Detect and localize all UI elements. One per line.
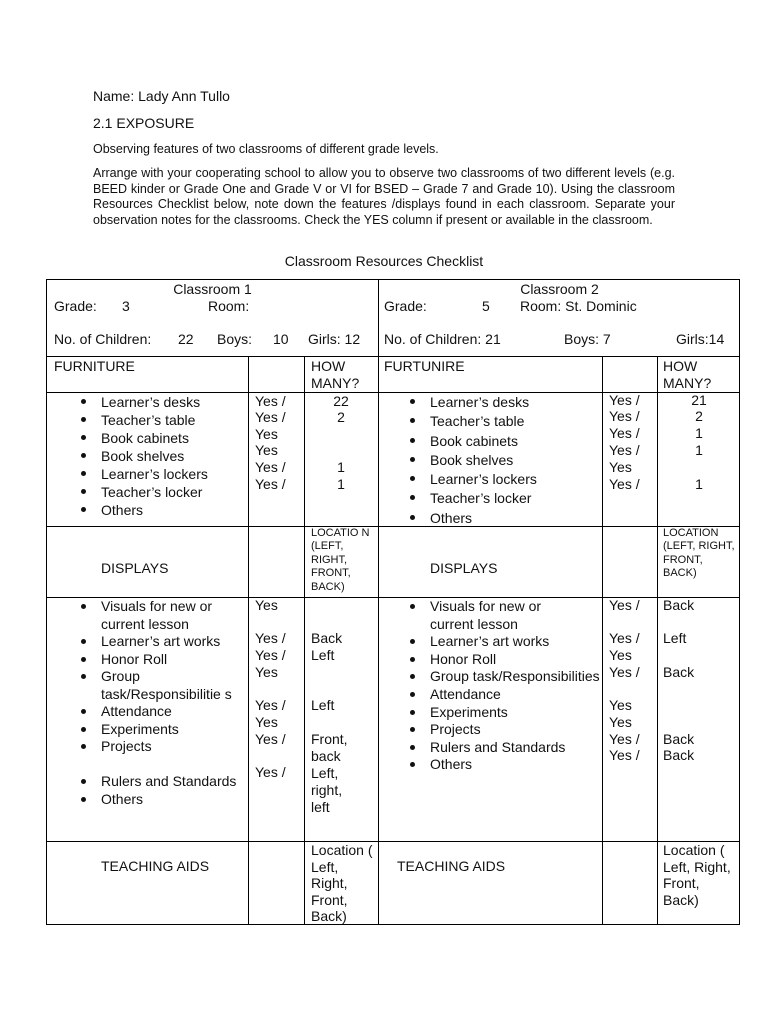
classroom2-teaching-aids-label: TEACHING AIDS (397, 858, 506, 874)
yes-mark: Yes (255, 597, 278, 613)
classroom1-grade-value: 3 (122, 298, 130, 314)
list-item: Teacher’s locker (430, 489, 600, 508)
list-item: Learner’s desks (430, 393, 600, 412)
list-item: Book shelves (430, 451, 600, 470)
yes-mark: Yes / (255, 647, 286, 663)
section-title: 2.1 EXPOSURE (93, 115, 195, 131)
location-value: Left (311, 647, 335, 663)
yes-mark: Yes / (255, 764, 286, 780)
classroom2-teaching-location-label: Location ( Left, Right, Front, Back) (663, 842, 731, 908)
classroom2-children: No. of Children: 21 (384, 331, 501, 347)
classroom1-boys-value: 10 (273, 331, 289, 347)
classroom1-boys-label: Boys: (217, 331, 253, 347)
location-value: Back (663, 664, 695, 680)
yes-mark: Yes / (255, 630, 286, 646)
classroom1-how-many-label: HOW MANY? (311, 358, 360, 391)
location-value: Left (663, 630, 687, 646)
column-divider (602, 356, 603, 924)
classroom2-grade-label: Grade: (384, 298, 427, 314)
list-item: Experiments (430, 704, 600, 722)
list-item: Others (101, 791, 246, 809)
classroom1-children-value: 22 (178, 331, 194, 347)
row-divider (47, 356, 739, 357)
classroom1-teaching-location-label: Location ( Left, Right, Front, Back) (311, 842, 373, 925)
list-item: Teacher’s table (430, 412, 600, 431)
classroom1-displays-label: DISPLAYS (101, 560, 169, 576)
classroom1-displays-list (101, 598, 246, 808)
location-value: Left, right, left (311, 765, 343, 815)
list-item: Book shelves (101, 447, 246, 465)
yes-mark: Yes (609, 647, 632, 663)
classroom2-heading: Classroom 2 (520, 281, 599, 297)
count-value: 1 (695, 476, 703, 492)
list-item: Experiments (101, 721, 246, 739)
classroom1-teaching-aids-label: TEACHING AIDS (101, 858, 210, 874)
count-value: 22 (333, 393, 349, 409)
list-item: Book cabinets (430, 432, 600, 451)
yes-mark: Yes / (255, 731, 286, 747)
count-value: 1 (695, 425, 703, 441)
checklist-table (46, 279, 740, 925)
list-item: Others (430, 756, 600, 774)
column-divider (304, 356, 305, 924)
list-item: Visuals for new or current lesson (101, 598, 246, 633)
instructions-paragraph: Arrange with your cooperating school to allow you to observe two classrooms of two different levels (e.g. BEED kinder or Grade One and Grade V or VI for BSED – Grade 7 and Grade 10). Using the classroom Resources Checklist below, note down the features /displays found in each classroom. Separate your observation notes for the classrooms. Check the YES column if present or available in the classroom. (93, 166, 675, 227)
list-item: Attendance (101, 703, 246, 721)
intro-text: Observing features of two classrooms of different grade levels. (93, 142, 439, 156)
list-item: Others (101, 501, 246, 519)
yes-mark: Yes (609, 697, 632, 713)
list-item: Book cabinets (101, 429, 246, 447)
count-value: 21 (691, 392, 707, 408)
yes-mark: Yes (609, 459, 632, 475)
list-item: Learner’s lockers (101, 465, 246, 483)
classroom1-furniture-list (101, 393, 246, 519)
classroom2-boys: Boys: 7 (564, 331, 611, 347)
classroom1-furniture-label: FURNITURE (54, 358, 135, 374)
list-item: Rulers and Standards (101, 773, 246, 791)
column-divider (248, 356, 249, 924)
location-value: Front, back (311, 731, 348, 764)
yes-mark: Yes (255, 442, 278, 458)
location-value: Back (663, 731, 695, 747)
list-item: Attendance (430, 686, 600, 704)
location-value: Back (311, 630, 343, 646)
list-item: Teacher’s table (101, 411, 246, 429)
list-item: Rulers and Standards (430, 739, 600, 757)
yes-mark: Yes / (609, 442, 640, 458)
column-divider (378, 280, 379, 924)
yes-mark: Yes / (609, 425, 640, 441)
list-item: Learner’s lockers (430, 470, 600, 489)
classroom2-grade-value: 5 (482, 298, 490, 314)
classroom2-furniture-label: FURTUNIRE (384, 358, 465, 374)
yes-mark: Yes / (609, 731, 640, 747)
count-value: 1 (337, 459, 345, 475)
yes-mark: Yes / (255, 459, 286, 475)
count-value: 2 (337, 409, 345, 425)
list-item: Group task/Responsibilities (430, 668, 600, 685)
yes-mark: Yes / (609, 597, 640, 613)
count-value: 1 (695, 442, 703, 458)
list-item: Learner’s desks (101, 393, 246, 411)
yes-mark: Yes / (609, 747, 640, 763)
yes-mark: Yes / (609, 392, 640, 408)
yes-mark: Yes / (255, 476, 286, 492)
list-item: Learner’s art works (101, 633, 246, 651)
list-item: Projects (430, 721, 600, 739)
checklist-title: Classroom Resources Checklist (284, 253, 484, 269)
classroom1-grade-label: Grade: (54, 298, 97, 314)
row-divider (47, 526, 739, 527)
classroom1-children-label: No. of Children: (54, 331, 152, 347)
count-value: 2 (695, 408, 703, 424)
yes-mark: Yes (609, 714, 632, 730)
classroom2-how-many-label: HOW MANY? (663, 358, 712, 391)
yes-mark: Yes / (609, 476, 640, 492)
list-item: Group task/Responsibilitie s (101, 668, 246, 703)
classroom2-girls: Girls:14 (676, 331, 725, 347)
yes-mark: Yes / (609, 630, 640, 646)
classroom1-room-label: Room: (208, 298, 250, 314)
classroom1-girls: Girls: 12 (308, 331, 361, 347)
list-item: Visuals for new or current lesson (430, 598, 570, 633)
location-value: Back (663, 597, 695, 613)
classroom2-displays-label: DISPLAYS (430, 560, 498, 576)
classroom2-displays-list (430, 598, 600, 774)
list-item: Learner’s art works (430, 633, 600, 651)
count-value: 1 (337, 476, 345, 492)
classroom1-location-label: LOCATIO N (LEFT, RIGHT, FRONT, BACK) (311, 527, 370, 593)
row-divider (47, 841, 739, 842)
yes-mark: Yes / (609, 408, 640, 424)
list-item: Teacher’s locker (101, 483, 246, 501)
classroom2-location-label: LOCATION (LEFT, RIGHT, FRONT, BACK) (663, 527, 735, 580)
classroom2-furniture-list (430, 393, 600, 528)
yes-mark: Yes (255, 664, 278, 680)
student-name: Name: Lady Ann Tullo (93, 88, 230, 104)
classroom2-room: Room: St. Dominic (520, 298, 637, 314)
location-value: Left (311, 697, 335, 713)
yes-mark: Yes (255, 714, 278, 730)
list-item: Projects (101, 738, 246, 756)
yes-mark: Yes / (609, 664, 640, 680)
yes-mark: Yes / (255, 697, 286, 713)
classroom1-heading: Classroom 1 (173, 281, 252, 297)
list-item: Honor Roll (101, 651, 246, 669)
yes-mark: Yes / (255, 393, 286, 409)
list-item: Others (430, 509, 600, 528)
location-value: Back (663, 747, 695, 763)
list-item: Honor Roll (430, 651, 600, 669)
yes-mark: Yes / (255, 409, 286, 425)
yes-mark: Yes (255, 426, 278, 442)
